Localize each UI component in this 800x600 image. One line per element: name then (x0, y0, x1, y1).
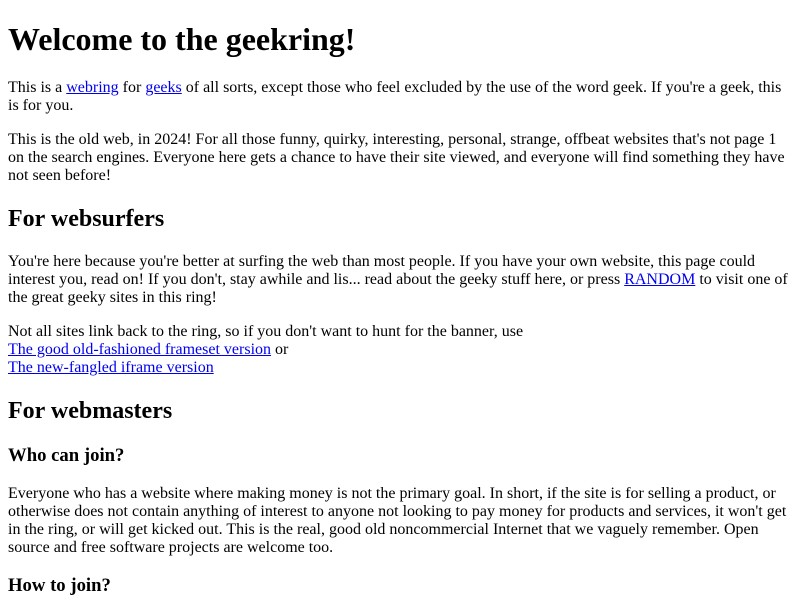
page-content (0, 21, 800, 597)
iframe-version-link[interactable]: The new-fangled iframe version (8, 359, 214, 376)
intro-text-2: for (118, 79, 146, 96)
how-to-join-heading: How to join? (8, 575, 111, 596)
random-link[interactable]: RANDOM (624, 271, 696, 288)
intro-paragraph-2: This is the old web, in 2024! For all those funny, quirky, interesting, personal, strange, offbeat websites that's not page 1 on the search engines. Everyone here gets a chance to have their site viewed, and everyone will find something they have not seen before! (8, 131, 785, 184)
websurfers-text-3: Not all sites link back to the ring, so if you don't want to hunt for the banner, use (8, 323, 524, 340)
webmasters-heading: For webmasters (8, 398, 173, 424)
intro-text-1: This is a (8, 79, 67, 96)
webring-link[interactable]: webring (66, 79, 119, 96)
websurfers-text-4: or (271, 341, 289, 358)
frameset-version-link[interactable]: The good old-fashioned frameset version (8, 341, 272, 358)
intro-text-3: of all sorts, except those who feel excluded by the use of the word geek. If you're a geek, this is for you. (8, 79, 782, 114)
who-can-join-text: Everyone who has a website where making money is not the primary goal. In short, if the site is for selling a product, or otherwise does not contain anything of interest to anyone not looking to pay money for products and services, it won't get in the ring, or will get kicked out. This is the real, good old noncommercial Internet that we vaguely remember. Open source and free software projects are welcome too. (8, 485, 787, 556)
websurfers-paragraph-1 (8, 253, 792, 307)
page-title: Welcome to the geekring! (8, 21, 356, 57)
websurfers-text-2: to visit one of the great geeky sites in this ring! (8, 271, 788, 306)
websurfers-text-1: You're here because you're better at surfing the web than most people. If you have your own website, this page could interest you, read on! If you don't, stay awhile and lis... read about the geeky stuff here, or press (8, 253, 756, 288)
websurfers-heading: For websurfers (8, 206, 165, 232)
intro-paragraph-1 (8, 79, 792, 115)
websurfers-paragraph-2 (8, 323, 792, 377)
who-can-join-heading: Who can join? (8, 445, 125, 466)
geeks-link[interactable]: geeks (145, 79, 182, 96)
